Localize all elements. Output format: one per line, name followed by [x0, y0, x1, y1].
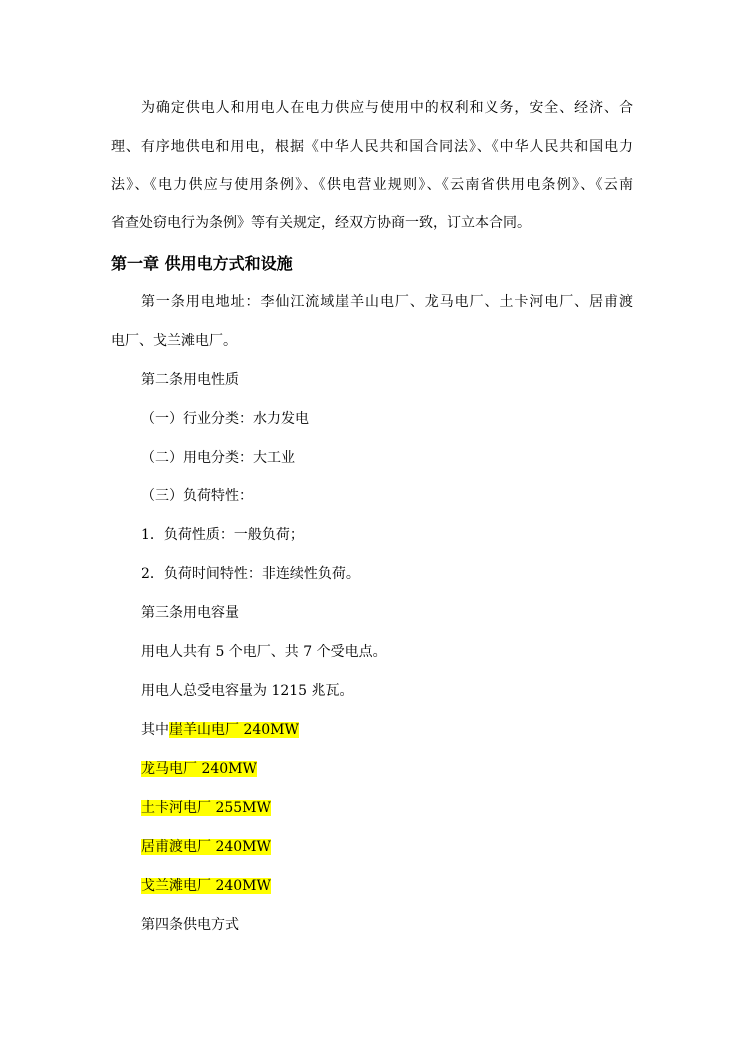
article2-sub-1: 1．负荷性质：一般负荷； — [141, 527, 304, 543]
plant-name: 崖羊山电厂 — [169, 722, 239, 738]
article2-item-3: （三）负荷特性： — [141, 488, 253, 504]
plant-capacity: 240MW — [243, 722, 299, 738]
chapter-heading: 第一章 供用电方式和设施 — [111, 254, 293, 273]
plant-capacity: 240MW — [201, 761, 257, 777]
plant-row — [141, 720, 299, 740]
article3-line-2: 用电人总受电容量为 1215 兆瓦。 — [141, 683, 354, 699]
plant-capacity: 240MW — [215, 878, 271, 894]
article1-line-2: 电厂、戈兰滩电厂。 — [111, 333, 237, 349]
plant-name: 土卡河电厂 — [141, 800, 211, 816]
article4-title: 第四条供电方式 — [141, 917, 239, 933]
intro-line-4: 省查处窃电行为条例》等有关规定，经双方协商一致，订立本合同。 — [111, 215, 531, 231]
article2-item-1: （一）行业分类：水力发电 — [141, 411, 309, 427]
plant-row — [141, 876, 271, 896]
article2-sub-2: 2．负荷时间特性：非连续性负荷。 — [141, 566, 360, 582]
article2-title: 第二条用电性质 — [141, 372, 239, 388]
plant-row — [141, 837, 271, 857]
intro-line-3: 法》、《电力供应与使用条例》、《供电营业规则》、《云南省供用电条例》、《云南 — [111, 177, 633, 193]
plant-name: 戈兰滩电厂 — [141, 878, 211, 894]
intro-line-2: 理、有序地供电和用电，根据《中华人民共和国合同法》、《中华人民共和国电力 — [111, 139, 633, 155]
plant-row — [141, 759, 257, 779]
plants-prefix: 其中 — [141, 722, 169, 738]
intro-line-1: 为确定供电人和用电人在电力供应与使用中的权利和义务，安全、经济、合 — [141, 100, 633, 116]
article3-title: 第三条用电容量 — [141, 605, 239, 621]
plant-name: 龙马电厂 — [141, 761, 197, 777]
plant-capacity: 255MW — [215, 800, 271, 816]
article2-item-2: （二）用电分类：大工业 — [141, 450, 295, 466]
plant-name: 居甫渡电厂 — [141, 839, 211, 855]
plant-capacity: 240MW — [215, 839, 271, 855]
article1-line-1: 第一条用电地址：李仙江流域崖羊山电厂、龙马电厂、土卡河电厂、居甫渡 — [141, 294, 633, 310]
plant-row — [141, 798, 271, 818]
article3-line-1: 用电人共有 5 个电厂、共 7 个受电点。 — [141, 644, 387, 660]
